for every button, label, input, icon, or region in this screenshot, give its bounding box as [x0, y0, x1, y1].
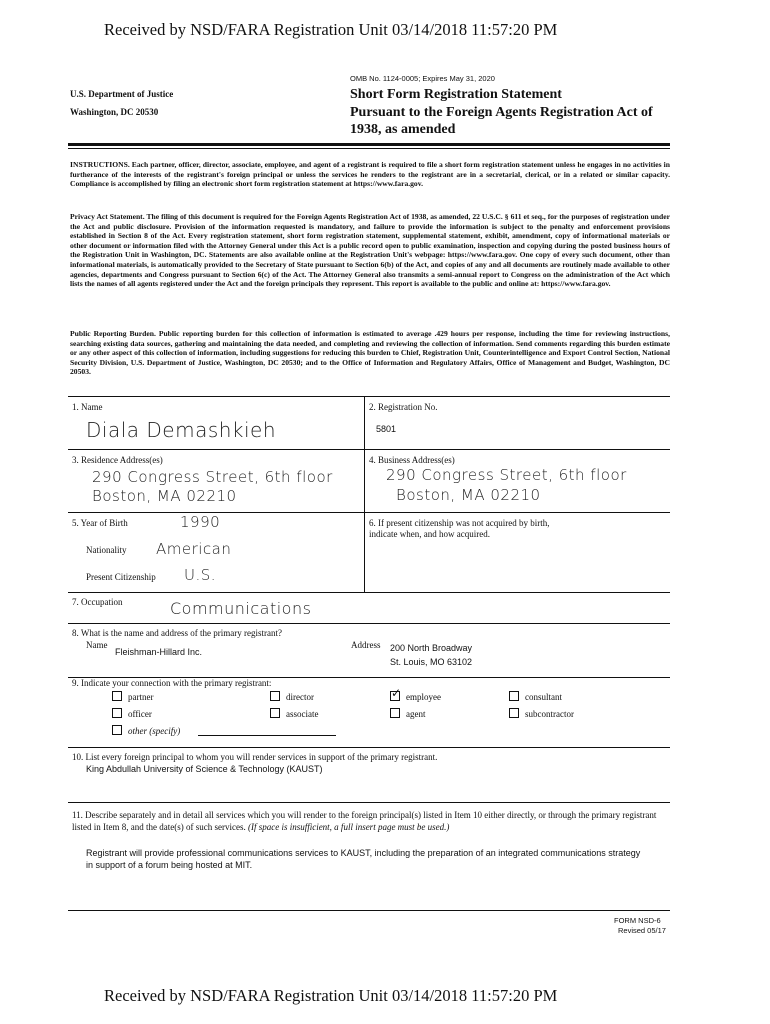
row3-rule [68, 592, 670, 593]
option-employee[interactable] [390, 686, 441, 702]
row2-rule [68, 512, 670, 513]
q4-business-line2[interactable]: Boston, MA 02210 [396, 486, 541, 504]
q11-services-value[interactable]: Registrant will provide professional communications services to KAUST, including the preparation of an integrated communications strategy in support of a forum being hosted at MIT. [86, 848, 641, 870]
check-mark-icon: ✓ [391, 686, 402, 700]
q11-label [72, 810, 662, 833]
q1-label: 1. Name [72, 402, 103, 412]
employee-label: employee [406, 692, 441, 702]
form-top-rule [68, 396, 670, 397]
q8-address-label: Address [351, 640, 381, 650]
q10-label: 10. List every foreign principal to whom you will render services in support of the primary registrant. [72, 752, 438, 762]
other-checkbox[interactable] [112, 725, 122, 735]
privacy-act-text: Privacy Act Statement. The filing of this document is required for the Foreign Agents Registration Act of 1938, as amended, 22 U.S.C. § 611 et seq., for the purposes of registration under the Act and public disclosure. Provision of the information requested is mandatory, and failure to provide the information is subject to the penalty and enforcement provisions established in Section 8 of the Act. Every registration statement, short form registration statement, supplemental statement, exhibit, amendment, copy of informational materials or other document or information filed with the Attorney General under this Act is a public record open to public examination, inspection and copying during the posted business hours of the Registration Unit in Washington, DC. Statements are also available online at the Registration Unit's webpage: https://www.fara.gov. One copy of every such document, other than informational materials, is automatically provided to the Secretary of State pursuant to Section 6(b) of the Act, and copies of any and all documents are routinely made available to other agencies, departments and Congress pursuant to Section 6(c) of the Act. The Attorney General also transmits a semi-annual report to Congress on the administration of the Act which lists the names of all agents registered under the Act and the foreign principals they represent. This report is available to the public and online at: https://www.fara.gov. [70, 212, 670, 289]
partner-label: partner [128, 692, 154, 702]
partner-checkbox[interactable] [112, 691, 122, 701]
form-title-line3: 1938, as amended [350, 122, 456, 137]
q2-registration-value[interactable]: 5801 [376, 424, 397, 434]
employee-checkbox[interactable] [390, 686, 402, 701]
subcontractor-label: subcontractor [525, 709, 574, 719]
row4-rule [68, 623, 670, 624]
agent-label: agent [406, 709, 426, 719]
officer-label: officer [128, 709, 152, 719]
option-officer[interactable] [112, 708, 152, 719]
other-label: other (specify) [128, 726, 181, 736]
form-title-line2: Pursuant to the Foreign Agents Registration Act of [350, 104, 653, 120]
instructions-text: INSTRUCTIONS. Each partner, officer, director, associate, employee, and agent of a registrant is required to file a short form registration statement unless he engages in no activities in furtherance of the interests of the registrant's foreign principal or unless the services he renders to the registrant are in a secretarial, clerical, or in a related or similar capacity. Compliance is accomplished by filing an electronic short form registration statement at https://www.fara.gov. [70, 160, 670, 189]
q4-label: 4. Business Address(es) [369, 455, 455, 465]
form-revised: Revised 05/17 [618, 926, 666, 935]
option-director[interactable] [270, 691, 314, 702]
q4-business-line1[interactable]: 290 Congress Street, 6th floor [386, 466, 627, 484]
received-stamp-top: Received by NSD/FARA Registration Unit 03/14/2018 11:57:20 PM [104, 20, 558, 39]
option-agent[interactable] [390, 708, 426, 719]
form-title-line1: Short Form Registration Statement [350, 87, 562, 102]
q8-address-line1[interactable]: 200 North Broadway [390, 643, 473, 653]
omb-number: OMB No. 1124-0005; Expires May 31, 2020 [350, 74, 495, 83]
agent-checkbox[interactable] [390, 708, 400, 718]
officer-checkbox[interactable] [112, 708, 122, 718]
q9-label: 9. Indicate your connection with the primary registrant: [72, 678, 272, 688]
associate-label: associate [286, 709, 319, 719]
q11-question: 11. Describe separately and in detail all services which you will render to the foreign principal(s) listed in Item 10 either directly, or through the primary registrant listed in Item 8, and the date(s) of such services. [72, 810, 657, 832]
received-stamp-bottom: Received by NSD/FARA Registration Unit 03/14/2018 11:57:20 PM [104, 986, 558, 1005]
form-number: FORM NSD-6 [614, 916, 661, 925]
department-city: Washington, DC 20530 [70, 107, 159, 117]
subcontractor-checkbox[interactable] [509, 708, 519, 718]
q8-name-value[interactable]: Fleishman-Hillard Inc. [115, 647, 203, 657]
row1-rule [68, 449, 670, 450]
option-partner[interactable] [112, 691, 153, 702]
header-rule [68, 143, 670, 146]
consultant-checkbox[interactable] [509, 691, 519, 701]
q10-principal-value[interactable]: King Abdullah University of Science & Technology (KAUST) [86, 764, 323, 774]
q3-residence-line2[interactable]: Boston, MA 02210 [92, 487, 237, 505]
director-checkbox[interactable] [270, 691, 280, 701]
consultant-label: consultant [525, 692, 562, 702]
q7-label: 7. Occupation [72, 597, 123, 607]
citizenship-label: Present Citizenship [86, 572, 156, 582]
form-column-divider [364, 396, 365, 592]
department-name: U.S. Department of Justice [70, 89, 174, 99]
associate-checkbox[interactable] [270, 708, 280, 718]
q11-note: (If space is insufficient, a full insert page must be used.) [247, 821, 450, 832]
row6-rule [68, 747, 670, 748]
nationality-label: Nationality [86, 545, 127, 555]
option-subcontractor[interactable] [509, 708, 574, 719]
option-associate[interactable] [270, 708, 318, 719]
nationality-value[interactable]: American [156, 540, 232, 558]
q5-year-value[interactable]: 1990 [180, 513, 221, 531]
option-consultant[interactable] [509, 691, 562, 702]
header-rule-thin [68, 148, 670, 149]
q5-label: 5. Year of Birth [72, 518, 128, 528]
q2-label: 2. Registration No. [369, 402, 438, 412]
q3-label: 3. Residence Address(es) [72, 455, 163, 465]
q7-occupation-value[interactable]: Communications [170, 599, 312, 618]
citizenship-value[interactable]: U.S. [184, 566, 217, 584]
q8-name-label: Name [86, 640, 108, 650]
q8-label: 8. What is the name and address of the primary registrant? [72, 628, 283, 638]
reporting-burden-text: Public Reporting Burden. Public reporting burden for this collection of information is estimated to average .429 hours per response, including the time for reviewing instructions, searching existing data sources, gathering and maintaining the data needed, and completing and reviewing the collection of information. Send comments regarding this burden estimate or any other aspect of this collection of information, including suggestions for reducing this burden to Chief, Registration Unit, Counterintelligence and Export Control Section, National Security Division, U.S. Department of Justice, Washington, DC 20530; and to the Office of Information and Regulatory Affairs, Office of Management and Budget, Washington, DC 20503. [70, 329, 670, 377]
q6-label: 6. If present citizenship was not acquired by birth, indicate when, and how acquired. [369, 518, 550, 539]
q3-residence-line1[interactable]: 290 Congress Street, 6th floor [92, 468, 333, 486]
option-other[interactable] [112, 725, 180, 736]
row8-rule [68, 910, 670, 911]
row7-rule [68, 802, 670, 803]
q1-name-value[interactable]: Diala Demashkieh [86, 418, 277, 442]
form-title [350, 86, 653, 139]
other-specify-line [198, 735, 336, 736]
director-label: director [286, 692, 314, 702]
q8-address-line2[interactable]: St. Louis, MO 63102 [390, 657, 473, 667]
